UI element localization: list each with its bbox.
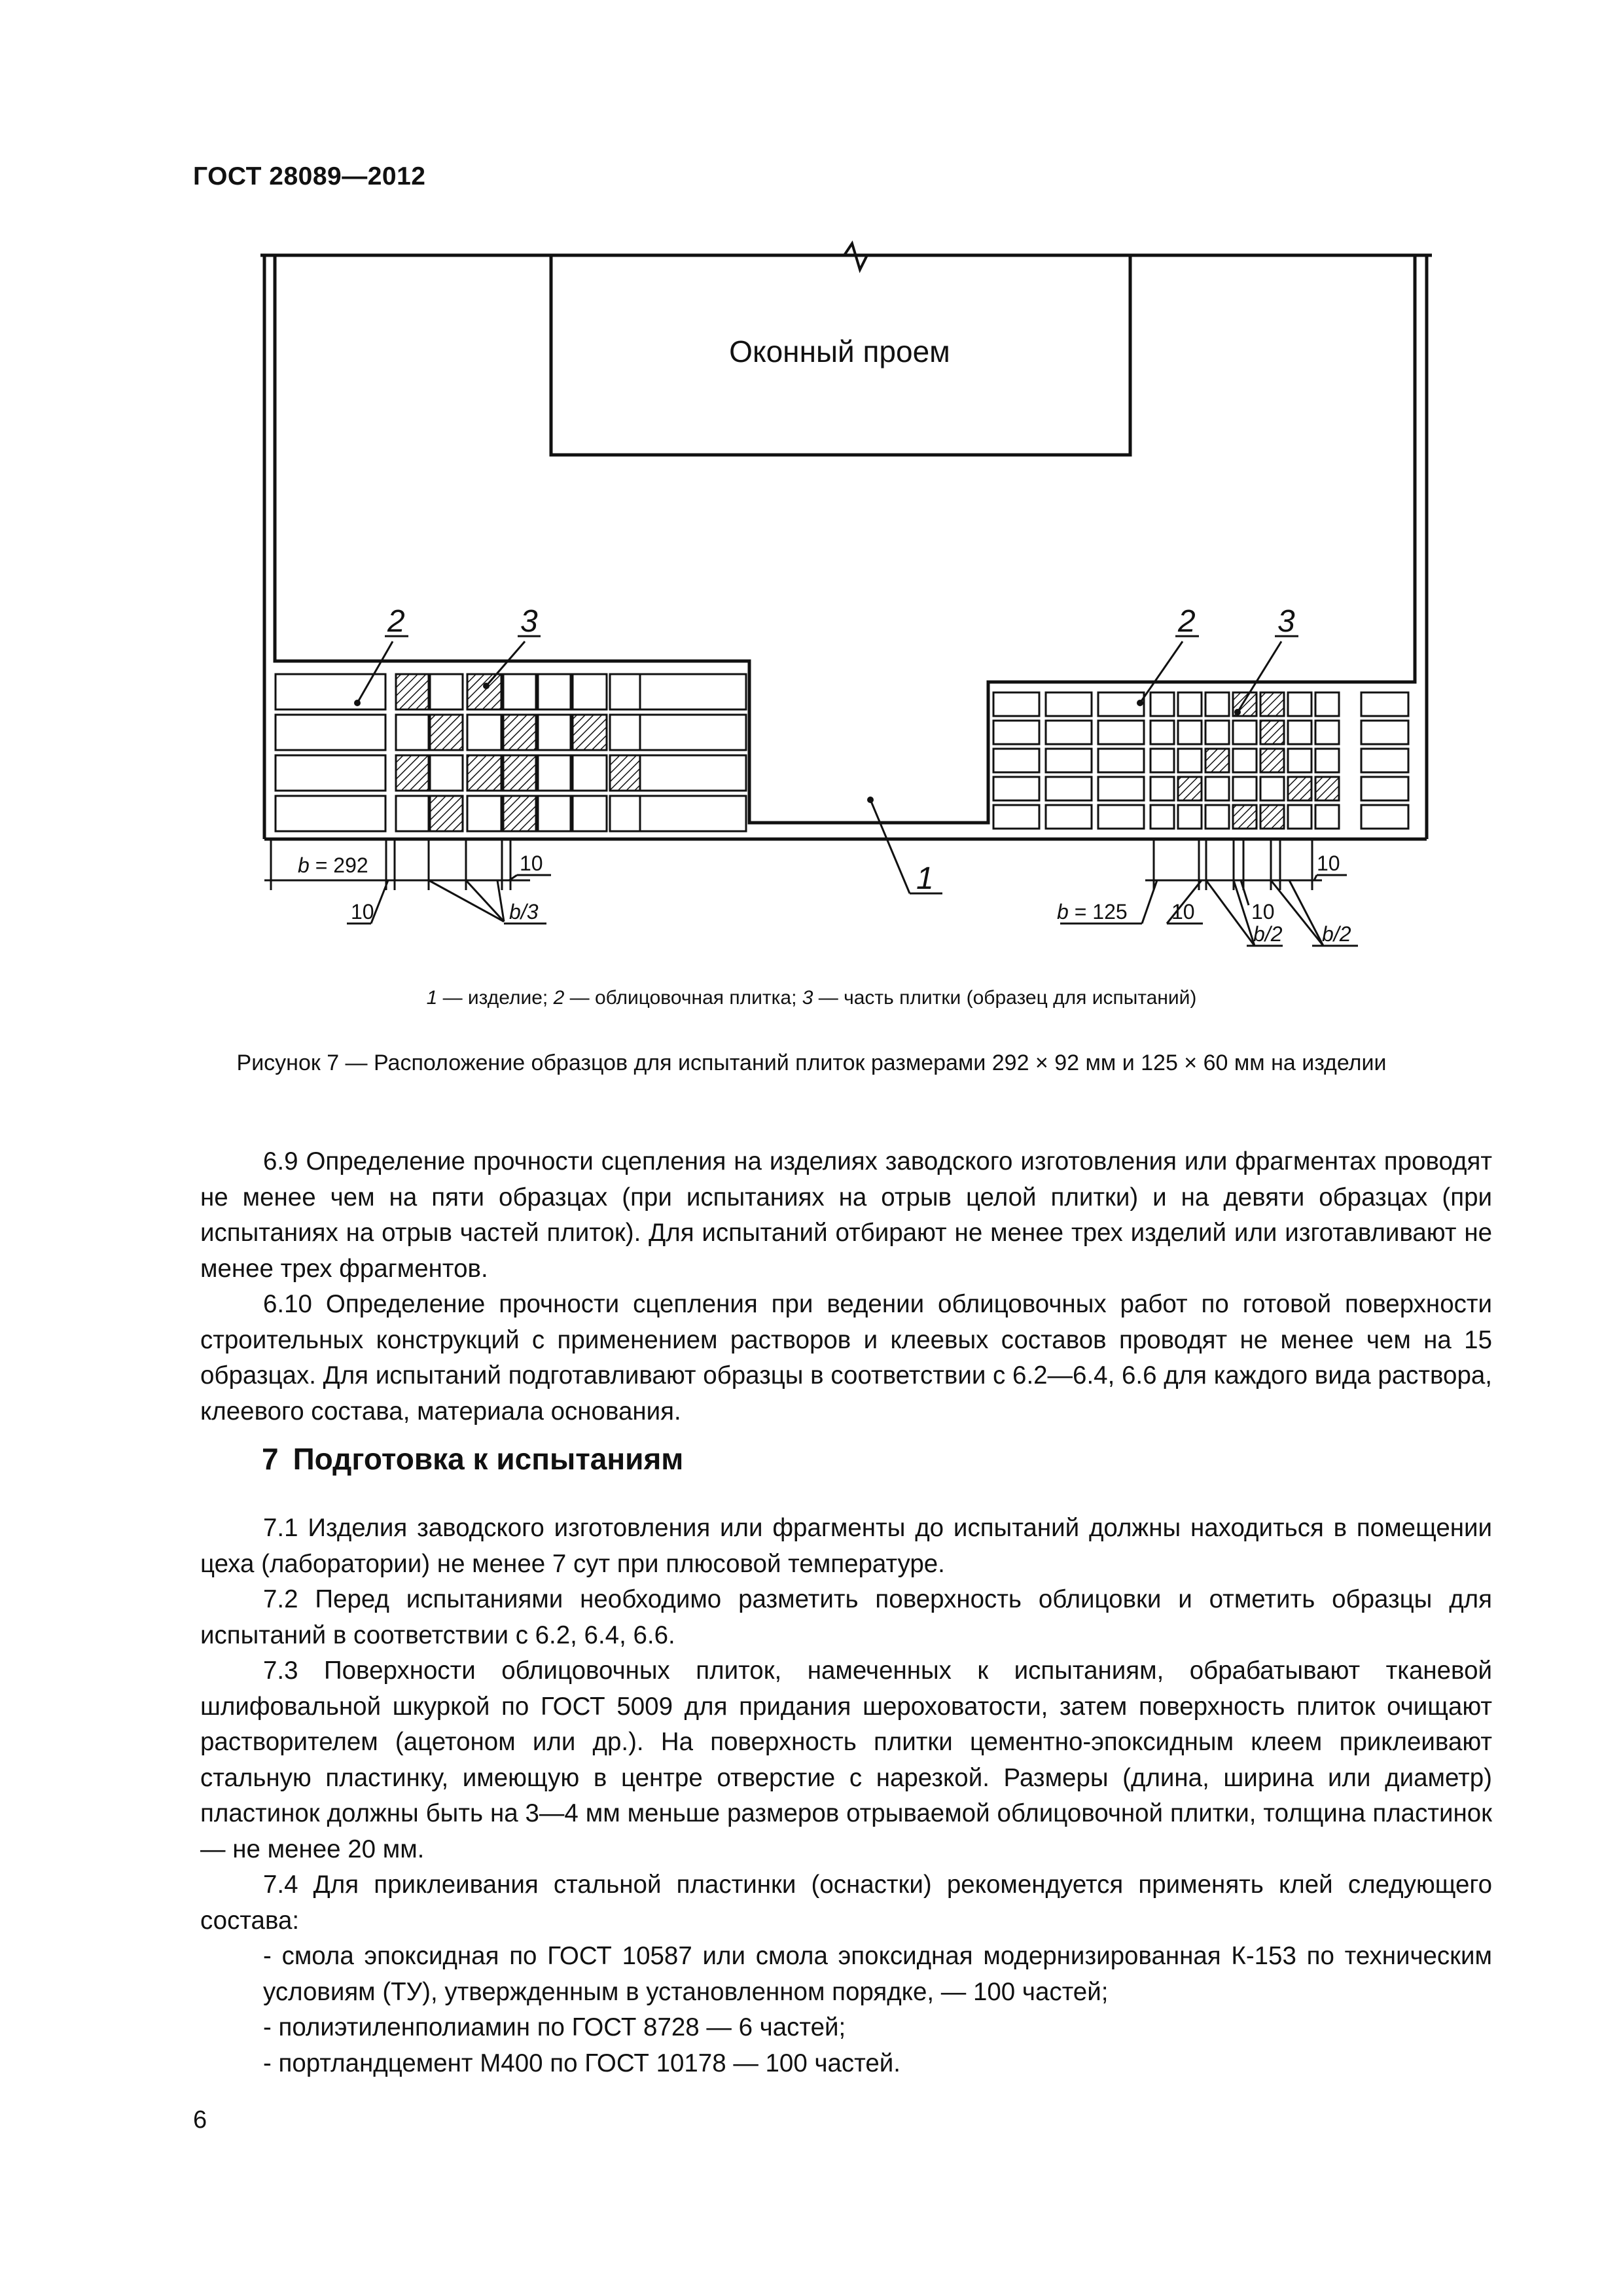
legend-num-2: 2 [553,987,565,1009]
tile [993,692,1039,716]
section-number: 7 [262,1442,279,1476]
tile [1098,777,1144,800]
tile [1046,805,1092,829]
tile [1361,692,1408,716]
tile [1046,692,1092,716]
tile [1098,721,1144,744]
paragraph-7-4: 7.4 Для приклеивания стальной пластинки (оснастки) рекомендуется применять клей следующего состава: [200,1871,1492,1935]
tile-part [1315,805,1339,829]
tile [276,796,385,831]
tile [1046,749,1092,772]
tile-part [467,674,501,709]
tile [1046,777,1092,800]
document-header: ГОСТ 28089—2012 [193,162,426,190]
tile-part [1315,692,1339,716]
figure-7-diagram [0,0,1623,969]
dim-b2-a: b/2 [1253,922,1283,946]
figure-legend [0,987,1623,1009]
tile-part [396,674,429,709]
marker-1: 1 [916,861,934,896]
tile-part [1315,777,1339,800]
tile-part [503,715,536,750]
tile [1098,749,1144,772]
tile-part [538,796,571,831]
tile-part [1260,777,1284,800]
list-item: - портландцемент М400 по ГОСТ 10178 — 100 частей. [263,2049,901,2077]
marker-2-left: 2 [387,604,405,639]
dim-b-292-value: = 292 [309,853,368,877]
tile [640,674,746,709]
tile-part [1150,749,1174,772]
list-item: - полиэтиленполиамин по ГОСТ 8728 — 6 частей; [263,2013,846,2041]
tile [640,796,746,831]
tile [1361,805,1408,829]
tile-part [1205,749,1229,772]
tile-part [1178,721,1202,744]
legend-num-1: 1 [426,987,438,1009]
list-item: - смола эпоксидная по ГОСТ 10587 или смола эпоксидная модернизированная К-153 по техническим условиям (ТУ), утвержденным в установленном порядке, — 100 частей; [263,1942,1492,2006]
tile-part [467,715,501,750]
section-title: Подготовка к испытаниям [293,1442,684,1476]
tile-part [430,755,463,791]
tile [993,721,1039,744]
section-6-tail [200,1144,1492,1429]
tile-part [1150,721,1174,744]
tile [1361,777,1408,800]
tile-part [1288,721,1311,744]
tile [276,674,385,709]
tile-part [430,796,463,831]
paragraph-6-9: 6.9 Определение прочности сцепления на изделиях заводского изготовления или фрагментах проводят не менее чем на пяти образцах (при испытаниях на отрыв целой плитки) и на девяти образцах (при испытаниях на отрыв частей плиток). Для испытаний отбирают не менее трех изделий или изготавливают не менее трех фрагментов. [200,1147,1492,1283]
tile-part [396,755,429,791]
tile-part [573,755,607,791]
tile-part [1288,692,1311,716]
tile-part [1178,777,1202,800]
marker-2-right: 2 [1178,604,1196,639]
tile [640,715,746,750]
tile-part [1205,721,1229,744]
tile-part [1178,805,1202,829]
tile-part [467,755,501,791]
left-tile-panel [276,674,746,831]
paragraph-6-10: 6.10 Определение прочности сцепления при ведении облицовочных работ по готовой поверхности строительных конструкций с применением растворов и клеевых составов проводят не менее чем на 15 образцах. Для испытаний подготавливают образцы в соответствии с 6.2—6.4, 6.6 для каждого вида раствора, клеевого состава, материала основания. [200,1290,1492,1426]
tile-part [1233,749,1257,772]
tile-part [503,796,536,831]
tile-part [1178,749,1202,772]
tile [993,777,1039,800]
tile-part [610,796,643,831]
tile [1046,721,1092,744]
marker-3-left: 3 [520,604,538,639]
right-tile-panel [993,692,1408,829]
dim-10-right-c: 10 [1317,852,1340,875]
tile-part [503,755,536,791]
section-heading [262,1441,698,1477]
tile [1098,805,1144,829]
tile-part [1205,692,1229,716]
tile-part [538,715,571,750]
marker-3-right: 3 [1277,604,1295,639]
tile [993,805,1039,829]
tile-part [538,674,571,709]
tile [1361,721,1408,744]
tile-part [1260,721,1284,744]
tile-part [1315,721,1339,744]
dim-b-292: b = 292 [298,853,368,877]
tile-part [1233,777,1257,800]
tile [640,755,746,791]
tile-part [1288,805,1311,829]
page-number: 6 [193,2106,207,2134]
tile-part [573,796,607,831]
tile-part [1260,805,1284,829]
tile-part [1260,692,1284,716]
tile [993,749,1039,772]
tile [276,755,385,791]
tile-part [430,674,463,709]
section-7-body [200,1511,1492,2081]
dim-10-right-b: 10 [1251,900,1275,924]
tile-part [1178,692,1202,716]
dim-b-125: b = 125 [1057,900,1128,924]
tile-part [1233,721,1257,744]
tile-part [430,715,463,750]
tile [276,715,385,750]
tile-part [1260,749,1284,772]
tile-part [1150,805,1174,829]
tile-part [1233,805,1257,829]
tile-part [1288,749,1311,772]
legend-num-3: 3 [802,987,813,1009]
tile-part [1288,777,1311,800]
tile-part [610,755,643,791]
tile-part [1205,805,1229,829]
dim-10-right: 10 [520,852,543,875]
tile-part [610,715,643,750]
paragraph-7-1: 7.1 Изделия заводского изготовления или фрагменты до испытаний должны находиться в помещении цеха (лаборатории) не менее 7 сут при плюсовой температуре. [200,1514,1492,1578]
tile-part [1150,777,1174,800]
tile-part [1205,777,1229,800]
tile-part [396,715,429,750]
tile-part [573,674,607,709]
tile-part [1315,749,1339,772]
dim-b3: b/3 [509,900,539,924]
window-label: Оконный проем [729,334,950,368]
legend-text-3: — часть плитки (образец для испытаний) [813,987,1197,1009]
tile-part [396,796,429,831]
paragraph-7-2: 7.2 Перед испытаниями необходимо разметить поверхность облицовки и отметить образцы для испытаний в соответствии с 6.2, 6.4, 6.6. [200,1585,1492,1649]
dim-10-right-a: 10 [1171,900,1195,924]
paragraph-7-3: 7.3 Поверхности облицовочных плиток, намеченных к испытаниям, обрабатывают тканевой шлифовальной шкуркой по ГОСТ 5009 для придания шероховатости, затем поверхность плиток очищают растворителем (ацетоном или др.). На поверхность плитки цементно-эпоксидным клеем приклеивают стальную пластинку, имеющую в центре отверстие с нарезкой. Размеры (длина, ширина или диаметр) пластинок должны быть на 3—4 мм меньше размеров отрываемой облицовочной плитки, толщина пластинок — не менее 20 мм. [200,1657,1492,1863]
legend-text-1: — изделие; [437,987,554,1009]
tile-part [538,755,571,791]
tile-part [610,674,643,709]
dim-10-left: 10 [351,900,374,924]
dim-b2-b: b/2 [1322,922,1351,946]
tile-part [573,715,607,750]
tile-part [467,796,501,831]
figure-caption: Рисунок 7 — Расположение образцов для испытаний плиток размерами 292 × 92 мм и 125 × 60 мм на изделии [236,1050,1387,1075]
tile-part [503,674,536,709]
tile-part [1150,692,1174,716]
legend-text-2: — облицовочная плитка; [564,987,802,1009]
tile [1361,749,1408,772]
